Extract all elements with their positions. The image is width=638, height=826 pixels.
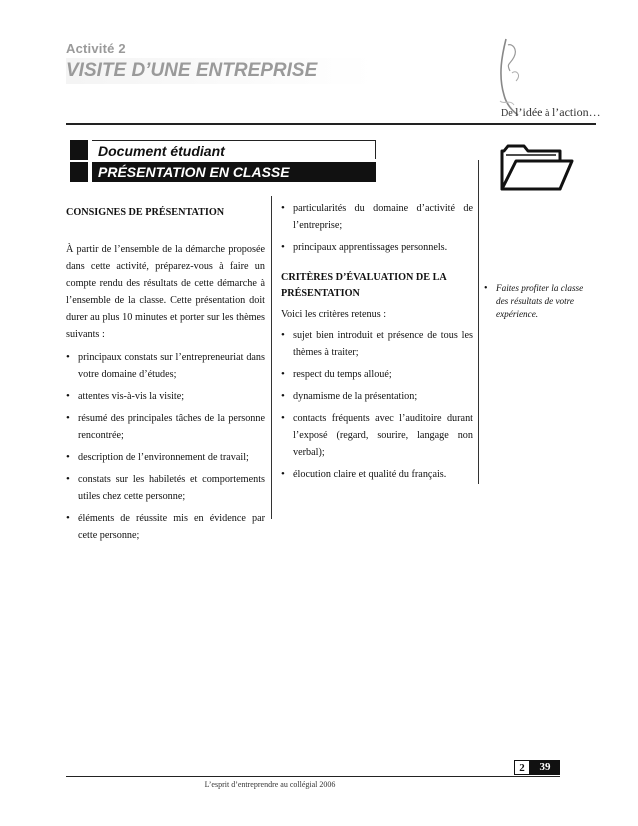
list-item: • dynamisme de la présentation; bbox=[281, 388, 473, 405]
list-item: • sujet bien introduit et présence de tous les thèmes à traiter; bbox=[281, 327, 473, 361]
footer-rule bbox=[66, 776, 560, 777]
list-item: • attentes vis-à-vis la visite; bbox=[66, 388, 265, 405]
document-banner bbox=[66, 140, 376, 184]
list-item: • principaux constats sur l’entrepreneuriat dans votre domaine d’études; bbox=[66, 349, 265, 383]
page-number-value: 39 bbox=[530, 760, 560, 775]
side-note bbox=[484, 282, 584, 321]
activity-title: VISITE D’UNE ENTREPRISE bbox=[66, 58, 506, 84]
side-note-bullet: • bbox=[484, 283, 488, 294]
list-item: • contacts fréquents avec l’auditoire durant l’exposé (regard, sourire, langage non verbal); bbox=[281, 410, 473, 461]
header-rule bbox=[66, 123, 596, 125]
footer-text: L’esprit d’entreprendre au collégial 2006 bbox=[204, 780, 336, 789]
criteria-heading: CRITÈRES D’ÉVALUATION DE LA PRÉSENTATION bbox=[281, 272, 447, 299]
banner-block-top bbox=[70, 140, 88, 160]
column-divider-right bbox=[478, 160, 479, 484]
tagline bbox=[501, 105, 601, 120]
instructions-intro: À partir de l’ensemble de la démarche proposée dans cette activité, préparez-vous à faire un compte rendu des résultats de cette démarche à l’ensemble de la classe. Cette présentation doit durer au plus 10 minutes et porter sur les thèmes suivants : bbox=[66, 244, 265, 340]
folder-icon bbox=[498, 143, 574, 193]
list-item: • éléments de réussite mis en évidence par cette personne; bbox=[66, 510, 265, 544]
instructions-list bbox=[66, 349, 265, 544]
themes-continued-list bbox=[281, 200, 473, 256]
instructions-heading: CONSIGNES DE PRÉSENTATION bbox=[66, 207, 225, 218]
list-item: • respect du temps alloué; bbox=[281, 366, 473, 383]
tagline-prefix: De bbox=[501, 108, 513, 119]
list-item: • constats sur les habiletés et comportements utiles chez cette personne; bbox=[66, 471, 265, 505]
criteria-intro: Voici les critères retenus : bbox=[281, 309, 387, 320]
banner-section-title: PRÉSENTATION EN CLASSE bbox=[92, 162, 376, 182]
tagline-idee: l’idée bbox=[515, 105, 543, 119]
banner-block-bottom bbox=[70, 162, 88, 182]
list-item: • élocution claire et qualité du français. bbox=[281, 466, 473, 483]
criteria-list bbox=[281, 327, 473, 483]
presentation-instructions bbox=[66, 205, 265, 549]
side-note-text: Faites profiter la classe des résultats de votre expérience. bbox=[496, 283, 584, 319]
list-item: • résumé des principales tâches de la personne rencontrée; bbox=[66, 410, 265, 444]
chapter-number: 2 bbox=[514, 760, 530, 775]
page-number bbox=[514, 760, 560, 775]
list-item: • particularités du domaine d’activité de l’entreprise; bbox=[281, 200, 473, 234]
banner-document-label: Document étudiant bbox=[92, 140, 376, 159]
tagline-a: à bbox=[545, 108, 550, 119]
activity-label: Activité 2 bbox=[66, 41, 126, 56]
tagline-action: l’action… bbox=[551, 105, 601, 119]
list-item: • principaux apprentissages personnels. bbox=[281, 239, 473, 256]
column-divider-left bbox=[271, 196, 272, 519]
list-item: • description de l’environnement de travail; bbox=[66, 449, 265, 466]
evaluation-criteria bbox=[281, 200, 473, 488]
